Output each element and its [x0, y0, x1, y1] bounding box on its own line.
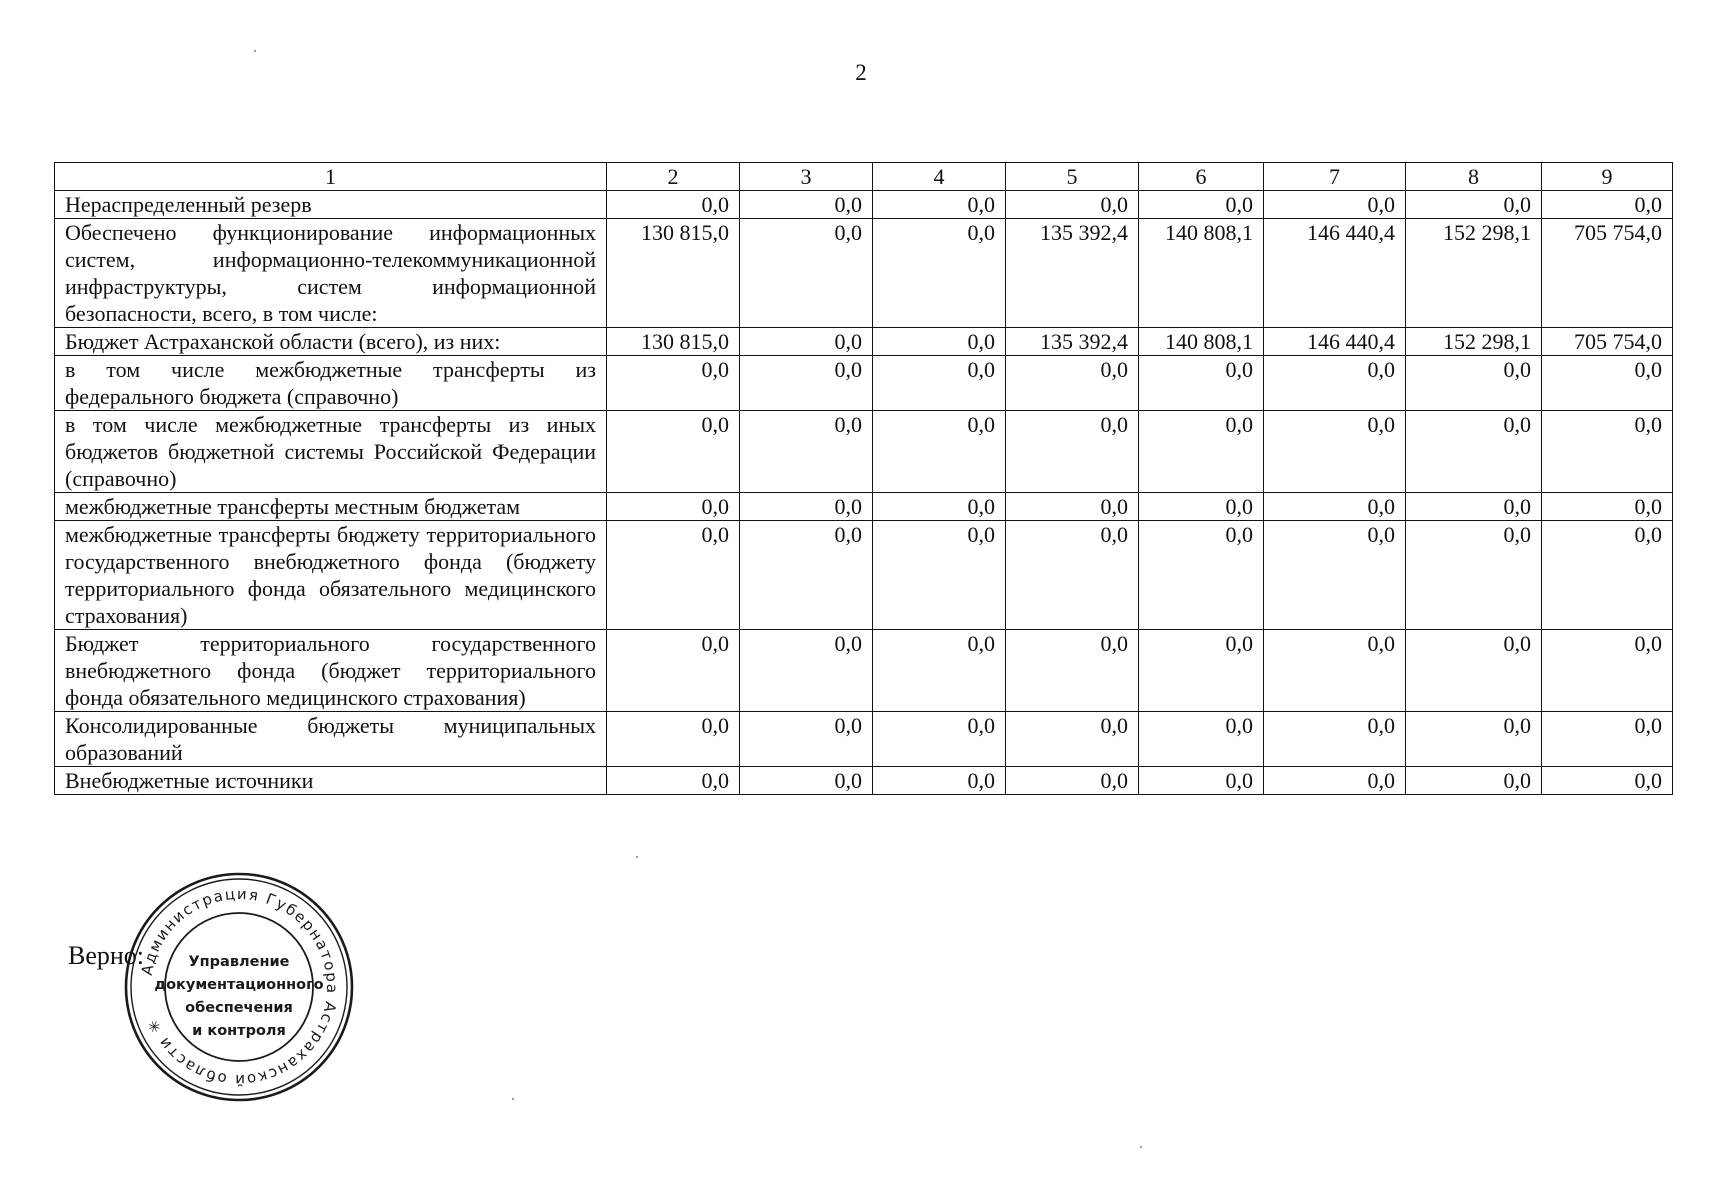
cell-value: 0,0 — [607, 356, 740, 411]
cell-value: 135 392,4 — [1006, 219, 1139, 328]
cell-value: 0,0 — [873, 328, 1006, 356]
column-header: 5 — [1006, 163, 1139, 191]
cell-value: 0,0 — [1264, 521, 1406, 630]
cell-value: 130 815,0 — [607, 328, 740, 356]
cell-value: 0,0 — [607, 712, 740, 767]
column-header: 7 — [1264, 163, 1406, 191]
cell-value: 0,0 — [740, 191, 873, 219]
cell-value: 0,0 — [1542, 356, 1673, 411]
cell-value: 0,0 — [1006, 521, 1139, 630]
row-label: в том числе межбюджетные трансферты из федерального бюджета (справочно) — [55, 356, 607, 411]
cell-value: 0,0 — [607, 191, 740, 219]
table-row — [55, 356, 1673, 411]
cell-value: 0,0 — [1542, 521, 1673, 630]
cell-value: 0,0 — [740, 630, 873, 712]
row-label: Нераспределенный резерв — [55, 191, 607, 219]
cell-value: 0,0 — [1406, 191, 1542, 219]
cell-value: 0,0 — [740, 219, 873, 328]
seal-center-line: и контроля — [192, 1023, 286, 1039]
cell-value: 0,0 — [1542, 630, 1673, 712]
cell-value: 0,0 — [1406, 493, 1542, 521]
cell-value: 0,0 — [1139, 767, 1264, 795]
budget-table — [54, 162, 1673, 795]
scan-speck — [1140, 1146, 1142, 1148]
cell-value: 0,0 — [1264, 767, 1406, 795]
cell-value: 152 298,1 — [1406, 328, 1542, 356]
cell-value: 0,0 — [1542, 493, 1673, 521]
cell-value: 0,0 — [1406, 356, 1542, 411]
cell-value: 0,0 — [873, 493, 1006, 521]
cell-value: 0,0 — [740, 328, 873, 356]
certification-label: Верно: — [68, 941, 145, 970]
row-label: в том числе межбюджетные трансферты из иных бюджетов бюджетной системы Российской Федерации (справочно) — [55, 411, 607, 493]
cell-value: 0,0 — [1139, 521, 1264, 630]
cell-value: 0,0 — [1406, 767, 1542, 795]
scan-speck — [512, 1098, 514, 1100]
column-header: 4 — [873, 163, 1006, 191]
column-header: 2 — [607, 163, 740, 191]
cell-value: 0,0 — [740, 767, 873, 795]
cell-value: 0,0 — [1139, 493, 1264, 521]
page-number: 2 — [855, 60, 867, 85]
cell-value: 152 298,1 — [1406, 219, 1542, 328]
cell-value: 135 392,4 — [1006, 328, 1139, 356]
cell-value: 0,0 — [873, 356, 1006, 411]
seal-ring-text: Администрация Губернатора Астраханской области ✳ — [137, 884, 342, 1090]
cell-value: 0,0 — [1006, 493, 1139, 521]
cell-value: 0,0 — [1406, 630, 1542, 712]
cell-value: 0,0 — [1264, 411, 1406, 493]
row-label: межбюджетные трансферты местным бюджетам — [55, 493, 607, 521]
cell-value: 0,0 — [873, 712, 1006, 767]
cell-value: 0,0 — [873, 191, 1006, 219]
cell-value: 0,0 — [873, 219, 1006, 328]
row-label: Консолидированные бюджеты муниципальных образований — [55, 712, 607, 767]
cell-value: 705 754,0 — [1542, 328, 1673, 356]
cell-value: 0,0 — [1406, 712, 1542, 767]
cell-value: 0,0 — [1264, 712, 1406, 767]
cell-value: 0,0 — [1139, 630, 1264, 712]
cell-value: 0,0 — [1006, 356, 1139, 411]
cell-value: 0,0 — [1006, 191, 1139, 219]
cell-value: 0,0 — [873, 411, 1006, 493]
cell-value: 0,0 — [1139, 191, 1264, 219]
official-seal — [122, 870, 356, 1104]
table-row — [55, 191, 1673, 219]
seal-center-line: обеспечения — [185, 1000, 293, 1016]
table-header-row — [55, 163, 1673, 191]
cell-value: 146 440,4 — [1264, 219, 1406, 328]
table-row — [55, 521, 1673, 630]
table-row — [55, 767, 1673, 795]
scan-speck — [254, 50, 256, 52]
column-header: 6 — [1139, 163, 1264, 191]
seal-center-line: Управление — [188, 954, 290, 970]
row-label: Обеспечено функционирование информационных систем, информационно-телекоммуникационной инфраструктуры, систем информационной безопасности, всего, в том числе: — [55, 219, 607, 328]
cell-value: 0,0 — [607, 521, 740, 630]
cell-value: 0,0 — [1006, 630, 1139, 712]
cell-value: 140 808,1 — [1139, 219, 1264, 328]
cell-value: 0,0 — [1139, 356, 1264, 411]
cell-value: 0,0 — [740, 356, 873, 411]
cell-value: 0,0 — [607, 411, 740, 493]
cell-value: 0,0 — [1264, 630, 1406, 712]
cell-value: 705 754,0 — [1542, 219, 1673, 328]
cell-value: 0,0 — [740, 712, 873, 767]
cell-value: 0,0 — [1406, 411, 1542, 493]
cell-value: 0,0 — [740, 411, 873, 493]
cell-value: 0,0 — [607, 767, 740, 795]
cell-value: 0,0 — [1542, 191, 1673, 219]
cell-value: 0,0 — [1006, 712, 1139, 767]
cell-value: 0,0 — [1264, 191, 1406, 219]
cell-value: 0,0 — [1006, 411, 1139, 493]
column-header: 9 — [1542, 163, 1673, 191]
seal-center-line: документационного — [154, 977, 324, 993]
cell-value: 140 808,1 — [1139, 328, 1264, 356]
cell-value: 146 440,4 — [1264, 328, 1406, 356]
cell-value: 0,0 — [873, 630, 1006, 712]
cell-value: 0,0 — [1139, 712, 1264, 767]
cell-value: 0,0 — [740, 493, 873, 521]
table-row — [55, 630, 1673, 712]
cell-value: 0,0 — [1406, 521, 1542, 630]
cell-value: 130 815,0 — [607, 219, 740, 328]
cell-value: 0,0 — [873, 767, 1006, 795]
column-header: 1 — [55, 163, 607, 191]
table-row — [55, 219, 1673, 328]
scan-speck — [636, 856, 638, 858]
row-label: Бюджет Астраханской области (всего), из них: — [55, 328, 607, 356]
row-label: межбюджетные трансферты бюджету территориального государственного внебюджетного фонда (бюджету территориального фонда обязательного медицинского страхования) — [55, 521, 607, 630]
cell-value: 0,0 — [740, 521, 873, 630]
table-body — [55, 191, 1673, 795]
table-row — [55, 328, 1673, 356]
cell-value: 0,0 — [1006, 767, 1139, 795]
table-row — [55, 712, 1673, 767]
column-header: 8 — [1406, 163, 1542, 191]
cell-value: 0,0 — [1139, 411, 1264, 493]
table-row — [55, 493, 1673, 521]
table-row — [55, 411, 1673, 493]
cell-value: 0,0 — [1264, 493, 1406, 521]
cell-value: 0,0 — [1542, 411, 1673, 493]
row-label: Внебюджетные источники — [55, 767, 607, 795]
column-header: 3 — [740, 163, 873, 191]
cell-value: 0,0 — [1542, 712, 1673, 767]
cell-value: 0,0 — [1264, 356, 1406, 411]
cell-value: 0,0 — [607, 630, 740, 712]
cell-value: 0,0 — [607, 493, 740, 521]
row-label: Бюджет территориального государственного внебюджетного фонда (бюджет территориального фонда обязательного медицинского страхования) — [55, 630, 607, 712]
cell-value: 0,0 — [1542, 767, 1673, 795]
cell-value: 0,0 — [873, 521, 1006, 630]
